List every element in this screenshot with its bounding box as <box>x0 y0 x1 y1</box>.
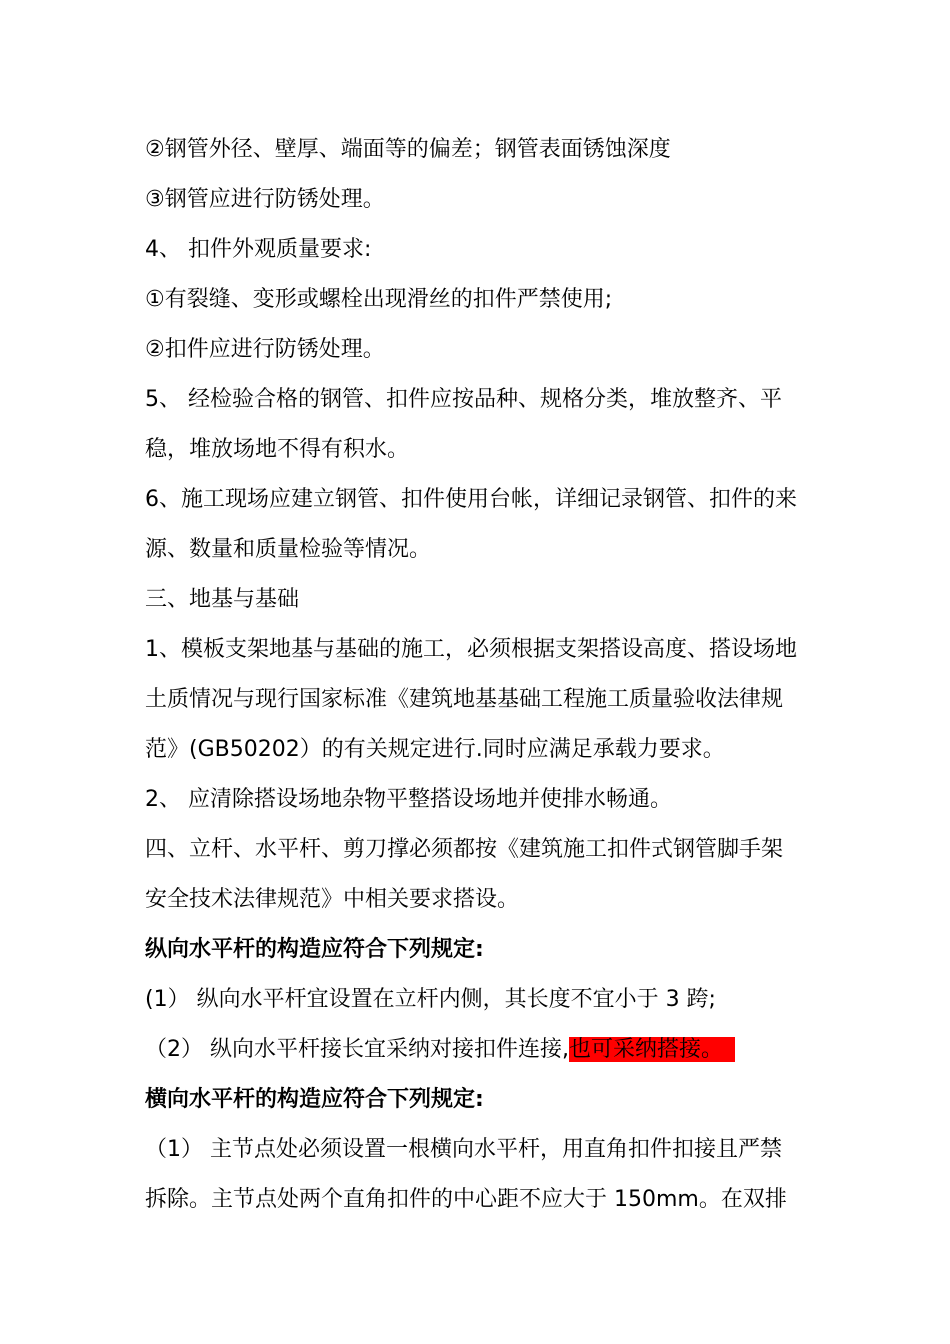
text-line: 4、 扣件外观质量要求: <box>145 237 372 262</box>
text-line: 四、立杆、水平杆、剪刀撑必须都按《建筑施工扣件式钢管脚手架 <box>145 837 784 862</box>
bold-heading: 横向水平杆的构造应符合下列规定: <box>145 1087 484 1112</box>
text-line: 稳，堆放场地不得有积水。 <box>145 437 410 462</box>
text-line: 范》(GB50202）的有关规定进行.同时应满足承载力要求。 <box>145 737 725 762</box>
text-segment: （2） 纵向水平杆接长宜采纳对接扣件连接, <box>145 1037 569 1062</box>
text-line: 源、数量和质量检验等情况。 <box>145 537 432 562</box>
text-line: ②钢管外径、壁厚、端面等的偏差；钢管表面锈蚀深度 <box>145 137 671 162</box>
text-line: 1、模板支架地基与基础的施工，必须根据支架搭设高度、搭设场地 <box>145 637 797 662</box>
text-line: 拆除。主节点处两个直角扣件的中心距不应大于 150mm。在双排 <box>145 1187 787 1212</box>
text-line: ②扣件应进行防锈处理。 <box>145 337 385 362</box>
text-line: ①有裂缝、变形或螺栓出现滑丝的扣件严禁使用; <box>145 287 613 312</box>
highlighted-text: 也可采纳搭接。 <box>569 1037 735 1062</box>
text-line: 2、 应清除搭设场地杂物平整搭设场地并使排水畅通。 <box>145 787 672 812</box>
text-line: 5、 经检验合格的钢管、扣件应按品种、规格分类，堆放整齐、平 <box>145 387 782 412</box>
text-line-with-highlight <box>145 1035 735 1065</box>
section-heading: 三、地基与基础 <box>145 587 300 612</box>
text-line: 6、施工现场应建立钢管、扣件使用台帐，详细记录钢管、扣件的来 <box>145 487 797 512</box>
text-line: 安全技术法律规范》中相关要求搭设。 <box>145 887 520 912</box>
bold-heading: 纵向水平杆的构造应符合下列规定: <box>145 937 484 962</box>
text-line: ③钢管应进行防锈处理。 <box>145 187 385 212</box>
text-line: （1） 主节点处必须设置一根横向水平杆，用直角扣件扣接且严禁 <box>145 1137 782 1162</box>
text-line: (1） 纵向水平杆宜设置在立杆内侧，其长度不宜小于 3 跨; <box>145 987 716 1012</box>
text-line: 土质情况与现行国家标准《建筑地基基础工程施工质量验收法律规 <box>145 687 784 712</box>
